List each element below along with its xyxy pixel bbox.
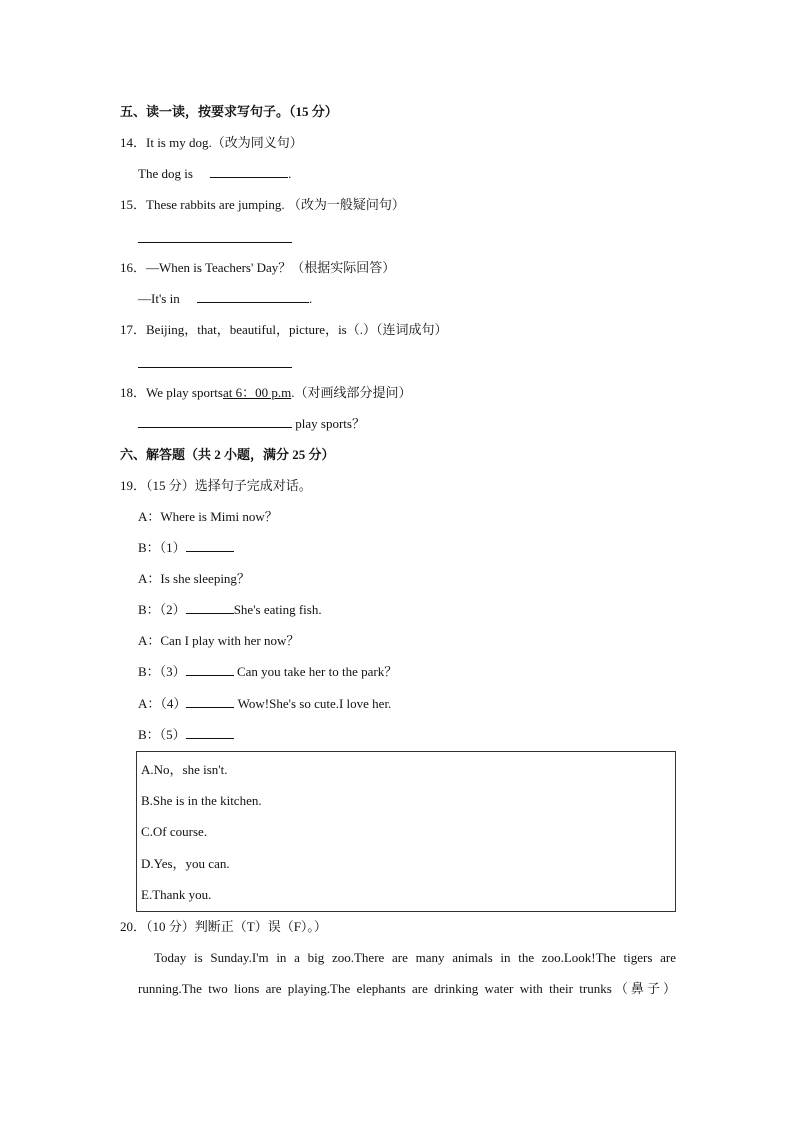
question-14-prompt: 14．It is my dog.（改为同义句） (120, 135, 303, 150)
dialogue-line (138, 632, 299, 650)
dialogue-number: （4） (160, 696, 187, 711)
dialogue-speaker: B： (138, 664, 160, 679)
question-16-answer-prefix: —It's in (138, 291, 180, 306)
question-18-answer-suffix: play sports？ (292, 416, 365, 431)
question-18-answer-line (138, 415, 365, 433)
question-17-prompt: 17．Beijing，that，beautiful，picture，is（.）（连词成句） (120, 322, 448, 337)
question-14-answer-prefix: The dog is (138, 166, 193, 181)
question-20-prompt: 20．（10 分）判断正（T）误（F）。） (120, 919, 327, 934)
options-box (136, 751, 676, 912)
question-20-passage-line-1: Today is Sunday.I'm in a big zoo.There are many animals in the zoo.Look!The tigers are (154, 950, 676, 965)
option-item: D.Yes，you can. (141, 856, 230, 871)
dialogue-blank[interactable] (186, 663, 234, 676)
dialogue-line (138, 601, 322, 619)
dialogue-line (138, 663, 397, 681)
dialogue-blank[interactable] (186, 695, 234, 708)
dialogue-text: She's eating fish. (233, 602, 322, 617)
dialogue-line (138, 570, 250, 588)
question-16-answer-suffix: . (308, 291, 313, 306)
section-5-title: 五、读一读，按要求写句子。（15 分） (120, 104, 338, 119)
question-18-underlined-phrase: at 6：00 p.m (222, 385, 292, 400)
dialogue-text: Can you take her to the park？ (233, 664, 398, 679)
question-15-prompt: 15．These rabbits are jumping. （改为一般疑问句） (120, 197, 405, 212)
question-16-answer-line (138, 290, 312, 308)
question-14-answer-suffix: . (288, 166, 292, 181)
question-14-answer-line (138, 165, 291, 183)
question-18-prompt (120, 384, 411, 402)
question-16-answer-blank[interactable] (197, 290, 309, 303)
dialogue-text: Wow!She's so cute.I love her. (234, 696, 392, 711)
dialogue-speaker: A： (138, 509, 161, 524)
question-19-prompt: 19．（15 分）选择句子完成对话。 (120, 478, 312, 493)
dialogue-speaker: A： (138, 633, 161, 648)
dialogue-text: Where is Mimi now？ (160, 509, 278, 524)
dialogue-line (138, 539, 234, 557)
dialogue-number: （3） (159, 664, 186, 679)
dialogue-line (138, 508, 278, 526)
question-18-prefix: 18．We play sports (120, 385, 223, 400)
dialogue-speaker: B： (138, 540, 160, 555)
option-item: A.No，she isn't. (141, 762, 228, 777)
option-item: B.She is in the kitchen. (141, 793, 262, 808)
dialogue-number: （2） (159, 602, 186, 617)
dialogue-text: Can I play with her now？ (160, 633, 300, 648)
question-16-prompt: 16．—When is Teachers' Day？（根据实际回答） (120, 260, 396, 275)
question-18-answer-blank[interactable] (138, 415, 292, 428)
option-item: E.Thank you. (141, 887, 212, 902)
dialogue-speaker: B： (138, 727, 160, 742)
dialogue-line (138, 695, 391, 713)
option-item: C.Of course. (141, 824, 208, 839)
dialogue-number: （5） (159, 727, 186, 742)
dialogue-blank[interactable] (186, 539, 234, 552)
question-14-answer-blank[interactable] (210, 165, 288, 178)
dialogue-blank[interactable] (186, 726, 234, 739)
dialogue-speaker: A： (138, 571, 161, 586)
question-17-answer-blank[interactable] (138, 367, 292, 368)
question-18-suffix: .（对画线部分提问） (291, 385, 412, 400)
question-15-answer-blank[interactable] (138, 242, 292, 243)
dialogue-speaker: B： (138, 602, 160, 617)
dialogue-line (138, 726, 234, 744)
dialogue-number: （1） (159, 540, 186, 555)
dialogue-blank[interactable] (186, 601, 234, 614)
dialogue-text: Is she sleeping？ (160, 571, 250, 586)
section-6-title: 六、解答题（共 2 小题，满分 25 分） (120, 447, 335, 462)
question-20-passage-line-2: running.The two lions are playing.The elephants are drinking water with their trunks（鼻子） (138, 981, 676, 996)
dialogue-speaker: A： (138, 696, 161, 711)
